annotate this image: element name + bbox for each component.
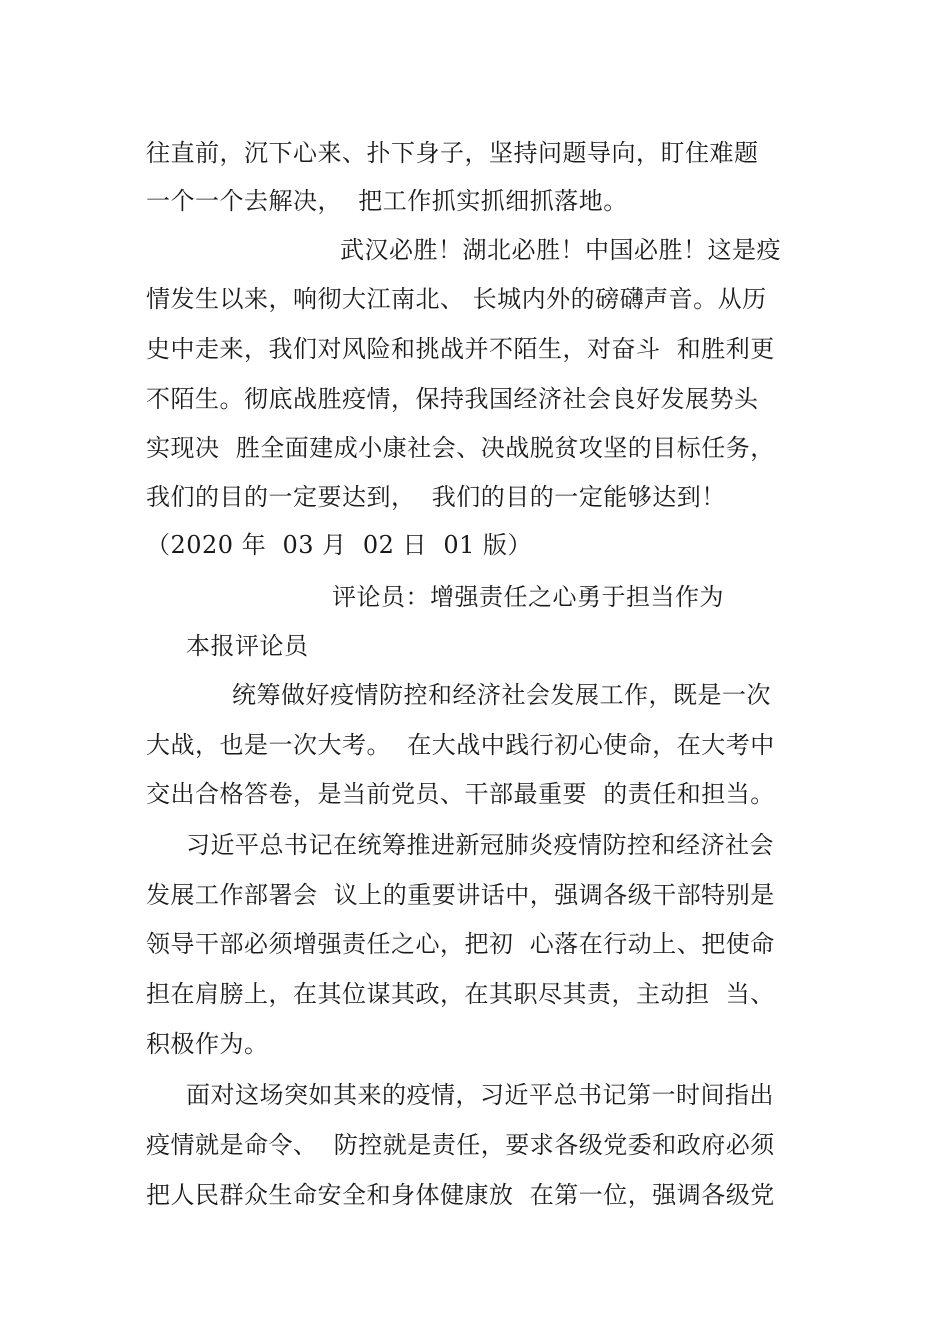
text-line: 大战，也是一次大考。 在大战中践行初心使命，在大考中 <box>146 731 775 759</box>
byline: 本报评论员 <box>186 632 309 660</box>
text-line: 往直前，沉下心来、扑下身子，坚持问题导向，盯住难题 <box>146 139 759 167</box>
text-line: 统筹做好疫情防控和经济社会发展工作，既是一次 <box>232 681 771 709</box>
article-title: 评论员：增强责任之心勇于担当作为 <box>332 583 724 611</box>
text-line: 交出合格答卷，是当前党员、干部最重要 的责任和担当。 <box>146 780 775 808</box>
text-line: 把人民群众生命安全和身体健康放 在第一位，强调各级党 <box>146 1181 775 1209</box>
text-line: 我们的目的一定要达到， 我们的目的一定能够达到！ <box>146 483 726 511</box>
text-line: 习近平总书记在统筹推进新冠肺炎疫情防控和经济社会 <box>186 831 774 859</box>
text-line: 实现决 胜全面建成小康社会、决战脱贫攻坚的目标任务， <box>146 434 775 462</box>
text-line: 积极作为。 <box>146 1030 269 1058</box>
text-line: 一个一个去解决， 把工作抓实抓细抓落地。 <box>146 187 628 215</box>
text-line: 发展工作部署会 议上的重要讲话中，强调各级干部特别是 <box>146 881 775 909</box>
date-line: （2020 年 03 月 02 日 01 版） <box>146 531 532 559</box>
text-line: 武汉必胜！湖北必胜！中国必胜！这是疫 <box>340 236 781 264</box>
text-line: 面对这场突如其来的疫情，习近平总书记第一时间指出 <box>186 1081 774 1109</box>
text-line: 情发生以来，响彻大江南北、 长城内外的磅礴声音。从历 <box>146 285 767 313</box>
text-line: 担在肩膀上，在其位谋其政，在其职尽其责，主动担 当、 <box>146 980 775 1008</box>
text-line: 领导干部必须增强责任之心，把初 心落在行动上、把使命 <box>146 930 775 958</box>
text-line: 疫情就是命令、 防控就是责任，要求各级党委和政府必须 <box>146 1131 775 1159</box>
text-line: 不陌生。彻底战胜疫情，保持我国经济社会良好发展势头 <box>146 385 759 413</box>
text-line: 史中走来，我们对风险和挑战并不陌生，对奋斗 和胜利更 <box>146 335 775 363</box>
